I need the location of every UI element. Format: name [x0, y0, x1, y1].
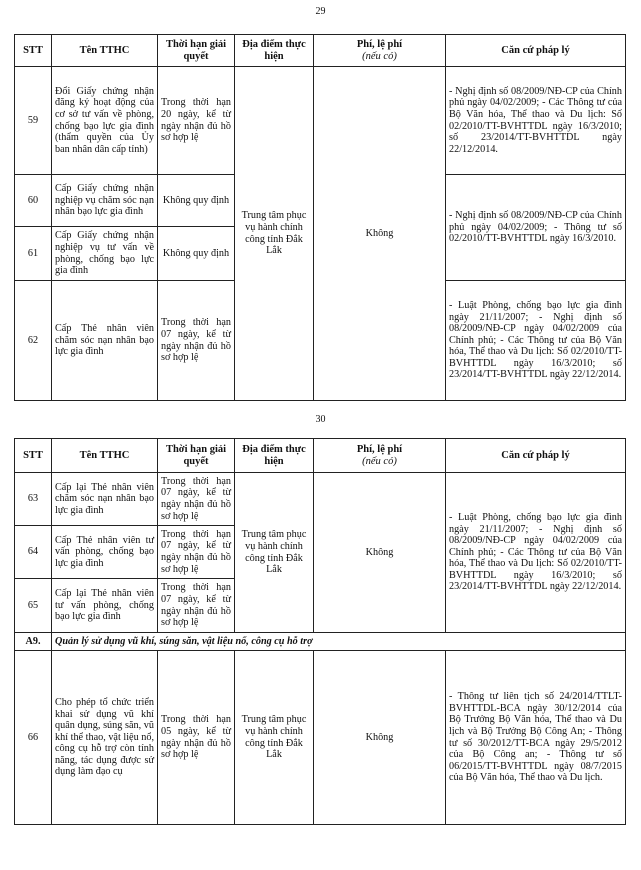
row-name: Cấp Thẻ nhân viên tư vấn phòng, chống bạo lực gia đình: [52, 526, 158, 579]
row-name: Cấp lại Thẻ nhân viên tư vấn phòng, chống bạo lực gia đình: [52, 579, 158, 633]
row-name: Cho phép tổ chức triển khai sử dụng vũ khí quân dụng, súng săn, vũ khí thể thao, vật liệu nổ, công cụ hỗ trợ còn tính năng, tác dụng được sử dụng làm đạo cụ: [52, 651, 158, 825]
fee-cell: Không: [314, 651, 446, 825]
section-title: Quản lý sử dụng vũ khí, súng săn, vật liệu nổ, công cụ hỗ trợ: [52, 633, 626, 651]
basis-cell: - Nghị định số 08/2009/NĐ-CP của Chính phủ ngày 04/02/2009; - Các Thông tư của Bộ Văn hóa, Thể thao và Du lịch: Số 02/2010/TT-BVHTTDL ngày 16/3/2010; số 23/2014/TT-BVHTTDL ngày 22/12/2014.: [446, 67, 626, 175]
row-time: Trong thời hạn 20 ngày, kể từ ngày nhận đủ hồ sơ hợp lệ: [158, 67, 235, 175]
row-time: Không quy định: [158, 227, 235, 281]
row-stt: 59: [15, 67, 52, 175]
row-name: Đổi Giấy chứng nhận đăng ký hoạt động của cơ sở tư vấn về phòng, chống bạo lực gia đình (thẩm quyền của Ủy ban nhân dân cấp tỉnh): [52, 67, 158, 175]
section-id: A9.: [15, 633, 52, 651]
row-name: Cấp Giấy chứng nhận nghiệp vụ tư vấn về phòng, chống bạo lực gia đình: [52, 227, 158, 281]
place-cell: Trung tâm phục vụ hành chính công tỉnh Đắk Lắk: [235, 67, 314, 401]
header-place: Địa điểm thực hiện: [235, 439, 314, 473]
table-row: [15, 473, 626, 526]
basis-cell: - Nghị định số 08/2009/NĐ-CP của Chính phủ ngày 04/02/2009; - Thông tư số 02/2010/TT-BVHTTDL ngày 16/3/2010.: [446, 175, 626, 281]
basis-cell: - Luật Phòng, chống bạo lực gia đình ngày 21/11/2007; - Nghị định số 08/2009/NĐ-CP ngày 04/02/2009 của Chính phủ; - Các Thông tư của Bộ Văn hóa, Thể thao và Du lịch: Số 02/2010/TT-BVHTTDL ngày 16/3/2010; số 23/2014/TT-BVHTTDL ngày 22/12/2014.: [446, 281, 626, 401]
row-time: Không quy định: [158, 175, 235, 227]
row-time: Trong thời hạn 07 ngày, kể từ ngày nhận đủ hồ sơ hợp lệ: [158, 473, 235, 526]
row-stt: 64: [15, 526, 52, 579]
row-time: Trong thời hạn 07 ngày, kể từ ngày nhận đủ hồ sơ hợp lệ: [158, 281, 235, 401]
table-header-row: [15, 35, 626, 67]
header-time: Thời hạn giải quyết: [158, 439, 235, 473]
row-name: Cấp Giấy chứng nhận nghiệp vụ chăm sóc nạn nhân bạo lực gia đình: [52, 175, 158, 227]
header-basis: Căn cứ pháp lý: [446, 35, 626, 67]
row-time: Trong thời hạn 05 ngày, kể từ ngày nhận đủ hồ sơ hợp lệ: [158, 651, 235, 825]
place-cell: Trung tâm phục vụ hành chính công tỉnh Đắk Lắk: [235, 473, 314, 633]
procedure-table-page-29: [14, 34, 626, 401]
header-fee: Phí, lệ phí (nếu có): [314, 439, 446, 473]
row-time: Trong thời hạn 07 ngày, kể từ ngày nhận đủ hồ sơ hợp lệ: [158, 579, 235, 633]
row-name: Cấp Thẻ nhân viên chăm sóc nạn nhân bạo lực gia đình: [52, 281, 158, 401]
row-stt: 63: [15, 473, 52, 526]
row-stt: 60: [15, 175, 52, 227]
header-time: Thời hạn giải quyết: [158, 35, 235, 67]
basis-cell: - Luật Phòng, chống bạo lực gia đình ngày 21/11/2007; - Nghị định số 08/2009/NĐ-CP ngày 04/02/2009 của Chính phủ; - Các Thông tư của Bộ Văn hóa, Thể thao và Du lịch: Số 02/2010/TT-BVHTTDL ngày 16/3/2010; số 23/2014/TT-BVHTTDL ngày 22/12/2014.: [446, 473, 626, 633]
header-basis: Căn cứ pháp lý: [446, 439, 626, 473]
fee-cell: Không: [314, 67, 446, 401]
page-number: 29: [315, 6, 326, 17]
row-stt: 62: [15, 281, 52, 401]
table-row: [15, 67, 626, 175]
header-name: Tên TTHC: [52, 439, 158, 473]
header-stt: STT: [15, 35, 52, 67]
header-place: Địa điểm thực hiện: [235, 35, 314, 67]
row-stt: 65: [15, 579, 52, 633]
place-cell: Trung tâm phục vụ hành chính công tỉnh Đắk Lắk: [235, 651, 314, 825]
row-stt: 61: [15, 227, 52, 281]
row-stt: 66: [15, 651, 52, 825]
row-name: Cấp lại Thẻ nhân viên chăm sóc nạn nhân bạo lực gia đình: [52, 473, 158, 526]
page-number: 30: [315, 414, 326, 425]
table-row: [15, 651, 626, 825]
header-fee: Phí, lệ phí (nếu có): [314, 35, 446, 67]
header-name: Tên TTHC: [52, 35, 158, 67]
procedure-table-page-30: [14, 438, 626, 825]
header-stt: STT: [15, 439, 52, 473]
basis-cell: - Thông tư liên tịch số 24/2014/TTLT-BVHTTDL-BCA ngày 30/12/2014 của Bộ Trưởng Bộ Văn hóa, Thể thao và Du lịch và Bộ Trưởng Bộ Công An; - Thông tư số 30/2012/TT-BCA ngày 29/5/2012 của Bộ Công an; - Thông tư số 06/2015/TT-BVHTTDL ngày 08/7/2015 của Bộ Văn hóa, Thể thao và Du lịch.: [446, 651, 626, 825]
section-row: [15, 633, 626, 651]
row-time: Trong thời hạn 07 ngày, kể từ ngày nhận đủ hồ sơ hợp lệ: [158, 526, 235, 579]
table-header-row: [15, 439, 626, 473]
fee-cell: Không: [314, 473, 446, 633]
